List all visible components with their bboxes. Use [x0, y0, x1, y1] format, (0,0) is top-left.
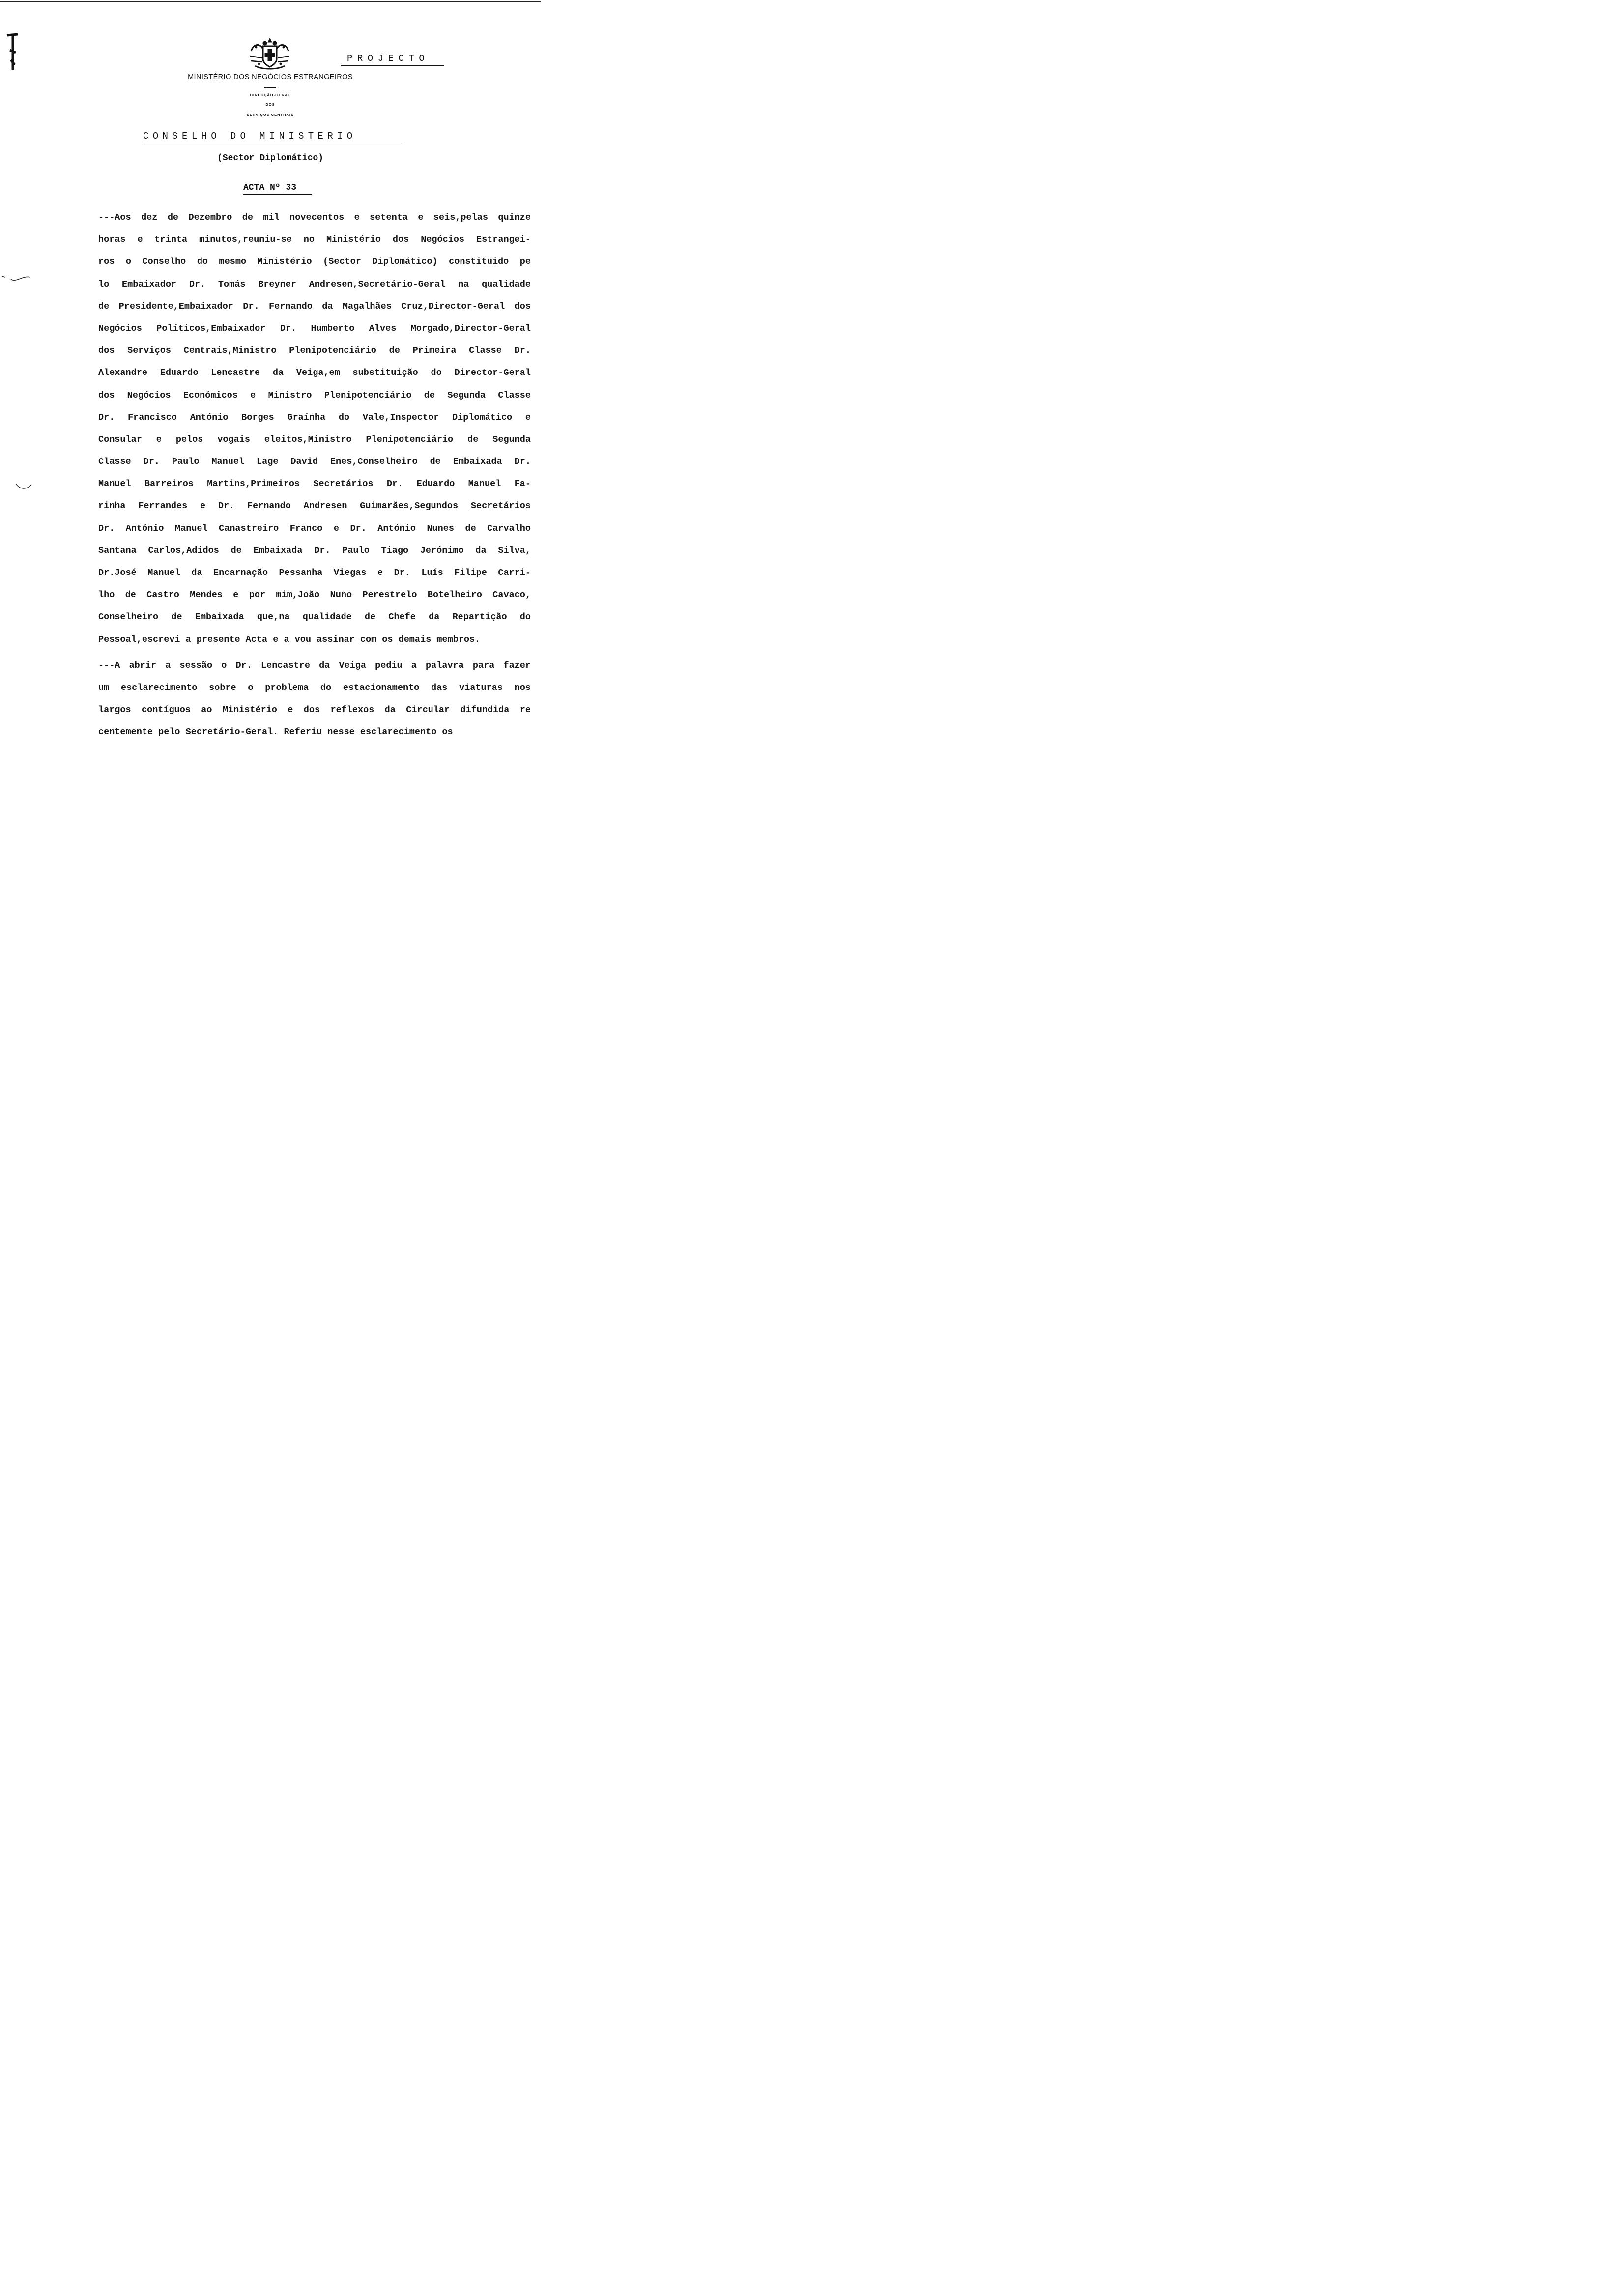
- coat-of-arms-emblem: [248, 37, 291, 70]
- body-line: Conselheiro de Embaixada que,na qualidade de Chefe da Repartição do: [98, 612, 531, 623]
- department-line: SERVIÇOS CENTRAIS: [246, 113, 294, 117]
- body-line: Alexandre Eduardo Lencastre da Veiga,em substituição do Director-Geral: [98, 368, 531, 378]
- body-line: lo Embaixador Dr. Tomás Breyner Andresen,Secretário-Geral na qualidade: [98, 279, 531, 289]
- acta-number: ACTA Nº 33: [243, 183, 312, 195]
- body-line: Manuel Barreiros Martins,Primeiros Secretários Dr. Eduardo Manuel Fa-: [98, 479, 531, 489]
- body-line: Pessoal,escrevi a presente Acta e a vou assinar com os demais membros.: [98, 634, 481, 645]
- divider: [264, 87, 276, 88]
- body-line: ---A abrir a sessão o Dr. Lencastre da Veiga pediu a palavra para fazer: [98, 660, 531, 671]
- minutes-body: [98, 210, 531, 747]
- body-line: horas e trinta minutos,reuniu-se no Ministério dos Negócios Estrangei-: [98, 234, 531, 245]
- body-line: ---Aos dez de Dezembro de mil novecentos e setenta e seis,pelas quinze: [98, 212, 531, 223]
- body-line: Dr.José Manuel da Encarnação Pessanha Viegas e Dr. Luís Filipe Carri-: [98, 568, 531, 578]
- body-line: um esclarecimento sobre o problema do estacionamento das viaturas nos: [98, 682, 531, 693]
- body-line: largos contíguos ao Ministério e dos reflexos da Circular difundida re: [98, 705, 531, 716]
- body-line: lho de Castro Mendes e por mim,João Nuno Perestrelo Botelheiro Cavaco,: [98, 590, 531, 601]
- body-line: Negócios Políticos,Embaixador Dr. Humberto Alves Morgado,Director-Geral: [98, 323, 531, 334]
- body-line: rinha Ferrandes e Dr. Fernando Andresen Guimarães,Segundos Secretários: [98, 501, 531, 512]
- body-line: Classe Dr. Paulo Manuel Lage David Enes,Conselheiro de Embaixada Dr.: [98, 457, 531, 467]
- body-line: Santana Carlos,Adidos de Embaixada Dr. Paulo Tiago Jerónimo da Silva,: [98, 545, 531, 556]
- page-top-edge: [0, 1, 541, 2]
- body-line: Dr. Francisco António Borges Graínha do Vale,Inspector Diplomático e: [98, 412, 531, 423]
- body-line: Dr. António Manuel Canastreiro Franco e Dr. António Nunes de Carvalho: [98, 523, 531, 534]
- body-line: Consular e pelos vogais eleitos,Ministro Plenipotenciário de Segunda: [98, 434, 531, 445]
- body-line: dos Negócios Económicos e Ministro Plenipotenciário de Segunda Classe: [98, 390, 531, 401]
- sector-subtitle: (Sector Diplomático): [217, 153, 324, 163]
- binding-clip-mark: [3, 30, 23, 75]
- margin-scribble: [0, 271, 34, 286]
- ministry-name: MINISTÉRIO DOS NEGÓCIOS ESTRANGEIROS: [188, 73, 353, 81]
- department-line: DIRECÇÃO-GERAL: [250, 93, 291, 97]
- council-title: CONSELHO DO MINISTERIO: [143, 131, 402, 144]
- body-line: centemente pelo Secretário-Geral. Referiu nesse esclarecimento os: [98, 727, 453, 738]
- margin-scribble: [14, 482, 33, 491]
- draft-stamp: PROJECTO: [341, 53, 444, 66]
- body-line: ros o Conselho do mesmo Ministério (Sector Diplomático) constituido pe: [98, 257, 531, 267]
- body-line: de Presidente,Embaixador Dr. Fernando da Magalhães Cruz,Director-Geral dos: [98, 301, 531, 312]
- body-line: dos Serviços Centrais,Ministro Plenipotenciário de Primeira Classe Dr.: [98, 345, 531, 356]
- department-line: DOS: [265, 102, 275, 107]
